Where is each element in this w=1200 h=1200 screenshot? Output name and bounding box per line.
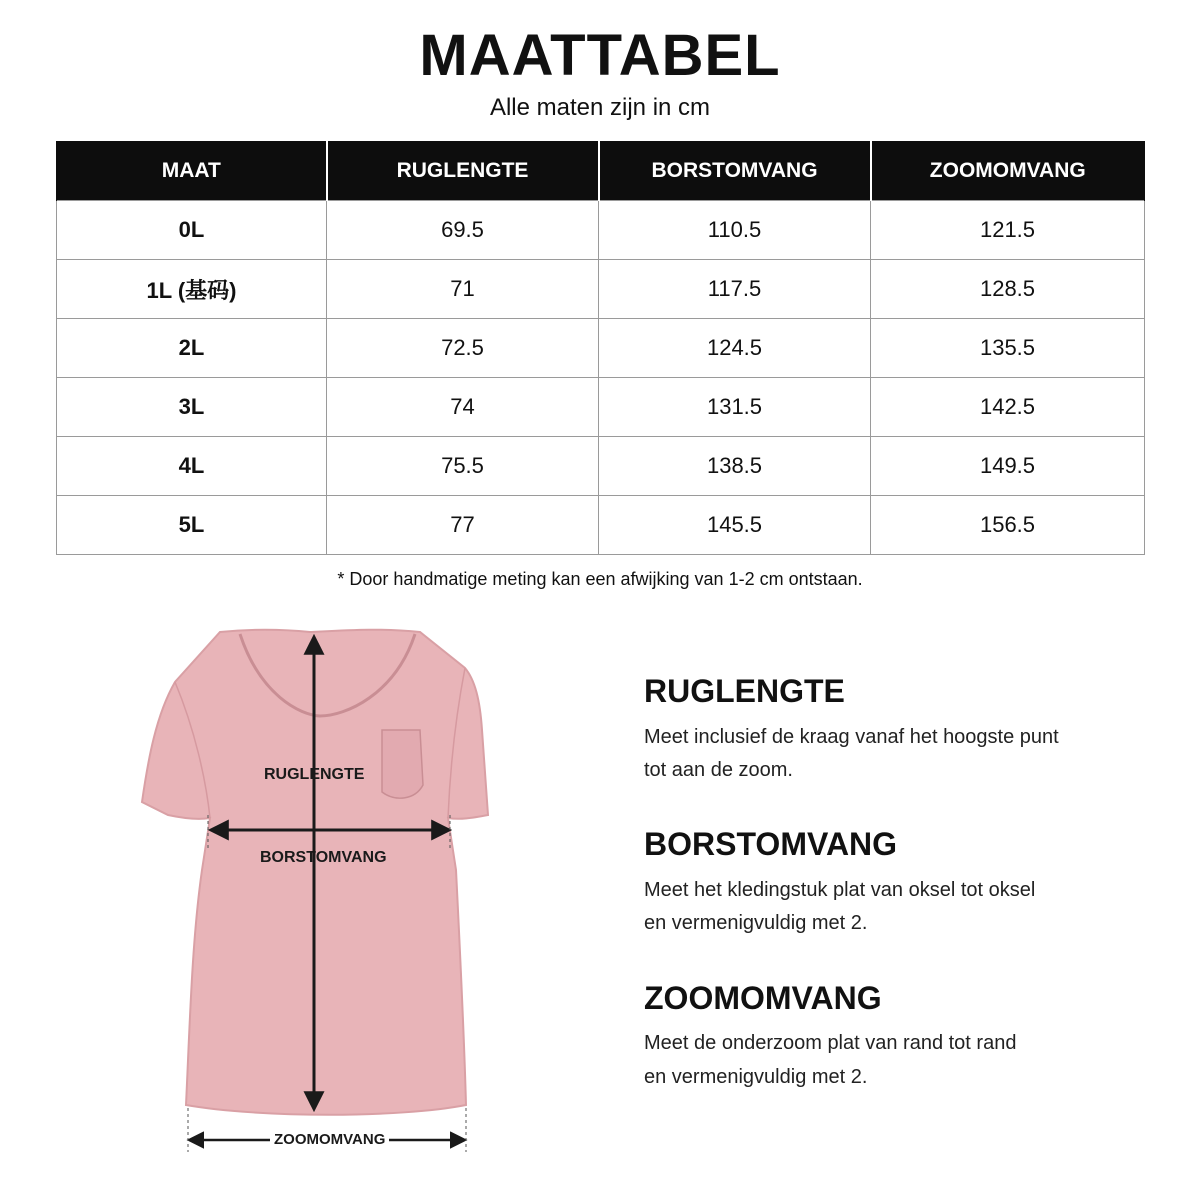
desc-text: Meet het kledingstuk plat van oksel tot oksel — [644, 879, 1036, 901]
page-subtitle: Alle maten zijn in cm — [489, 94, 711, 121]
size-table — [56, 141, 1145, 555]
tshirt-illustration — [120, 620, 500, 1160]
chest-cell: 110.5 — [599, 201, 871, 260]
hem-cell: 128.5 — [871, 260, 1145, 319]
measurement-note: * Door handmatige meting kan een afwijking van 1-2 cm ontstaan. — [337, 569, 863, 589]
size-cell: 0L — [57, 201, 327, 260]
chest-cell: 138.5 — [599, 437, 871, 496]
back-length-cell: 75.5 — [327, 437, 599, 496]
chest-cell: 124.5 — [599, 319, 871, 378]
size-cell: 2L — [57, 319, 327, 378]
desc-text: en vermenigvuldig met 2. — [644, 1066, 868, 1088]
desc-title-chest: BORSTOMVANG — [644, 826, 898, 862]
back-length-cell: 69.5 — [327, 201, 599, 260]
table-row — [57, 319, 1145, 378]
back-length-cell: 77 — [327, 496, 599, 555]
desc-title-back-length: RUGLENGTE — [644, 673, 845, 709]
tshirt-diagram — [120, 620, 500, 1160]
hem-label: ZOOMOMVANG — [270, 1131, 389, 1148]
page-title: MAATTABEL — [419, 23, 781, 88]
desc-text: tot aan de zoom. — [644, 759, 793, 781]
hem-cell: 135.5 — [871, 319, 1145, 378]
chest-cell: 145.5 — [599, 496, 871, 555]
size-cell: 3L — [57, 378, 327, 437]
chest-label: BORSTOMVANG — [260, 849, 387, 866]
table-row — [57, 260, 1145, 319]
back-length-cell: 74 — [327, 378, 599, 437]
desc-text: en vermenigvuldig met 2. — [644, 912, 868, 934]
chest-cell: 117.5 — [599, 260, 871, 319]
header-chest: BORSTOMVANG — [599, 141, 871, 201]
back-length-cell: 71 — [327, 260, 599, 319]
size-cell: 5L — [57, 496, 327, 555]
header-hem: ZOOMOMVANG — [871, 141, 1145, 201]
desc-text: Meet inclusief de kraag vanaf het hoogste punt — [644, 726, 1059, 748]
hem-cell: 149.5 — [871, 437, 1145, 496]
size-cell: 1L (基码) — [57, 260, 327, 319]
back-length-cell: 72.5 — [327, 319, 599, 378]
table-row — [57, 201, 1145, 260]
chest-pocket — [382, 730, 423, 798]
table-header-row — [57, 141, 1145, 201]
hem-cell: 121.5 — [871, 201, 1145, 260]
back-length-label: RUGLENGTE — [264, 766, 365, 783]
desc-title-hem: ZOOMOMVANG — [644, 980, 882, 1016]
hem-cell: 156.5 — [871, 496, 1145, 555]
desc-text: Meet de onderzoom plat van rand tot rand — [644, 1032, 1017, 1054]
table-row — [57, 496, 1145, 555]
table-row — [57, 378, 1145, 437]
header-back-length: RUGLENGTE — [327, 141, 599, 201]
hem-cell: 142.5 — [871, 378, 1145, 437]
chest-cell: 131.5 — [599, 378, 871, 437]
size-cell: 4L — [57, 437, 327, 496]
header-size: MAAT — [57, 141, 327, 201]
table-row — [57, 437, 1145, 496]
